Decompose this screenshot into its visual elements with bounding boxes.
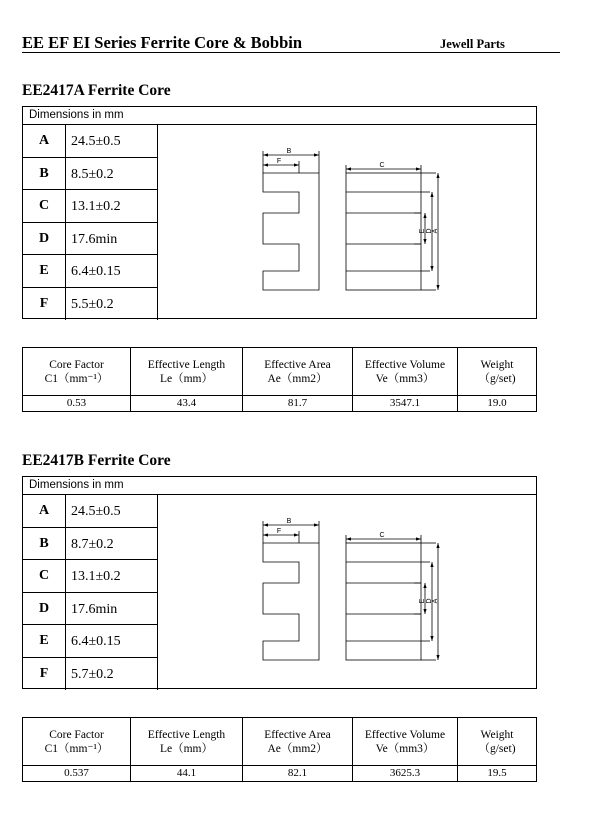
drawing-label-c: C — [379, 162, 385, 169]
drawing-label-a: A — [432, 598, 439, 604]
core-side-view — [346, 543, 421, 660]
prop-value-effective-area: 82.1 — [243, 766, 353, 781]
dimension-row — [23, 528, 158, 561]
drawing-label-b: B — [286, 148, 292, 155]
dimension-label: D — [23, 593, 66, 625]
dimensions-header: Dimensions in mm — [23, 107, 536, 125]
dimension-row — [23, 658, 158, 691]
section-title-ee2417b: EE2417B Ferrite Core — [22, 452, 171, 469]
dimension-label: D — [23, 223, 66, 255]
page-header — [22, 30, 560, 53]
dimension-label: B — [23, 528, 66, 560]
e-core-outline — [263, 173, 319, 290]
dimension-row — [23, 190, 158, 223]
prop-header-core-factor: Core Factor C1（mm⁻¹） — [23, 348, 131, 395]
drawing-label-f: F — [276, 158, 282, 165]
dimension-row — [23, 593, 158, 626]
drawing-label-e: E — [419, 228, 426, 234]
drawing-label-d: D — [426, 228, 433, 234]
prop-value-core-factor: 0.53 — [23, 396, 131, 411]
core-side-view — [346, 173, 421, 290]
dimension-value: 24.5±0.5 — [66, 495, 158, 527]
dimension-label: C — [23, 560, 66, 592]
prop-value-effective-volume: 3625.3 — [353, 766, 458, 781]
dimension-value: 5.5±0.2 — [66, 288, 158, 321]
drawing-label-d: D — [426, 598, 433, 604]
dimension-row — [23, 125, 158, 158]
prop-value-effective-length: 43.4 — [131, 396, 243, 411]
prop-header-effective-length: Effective Length Le（mm） — [131, 348, 243, 395]
prop-value-effective-area: 81.7 — [243, 396, 353, 411]
section-title-ee2417a: EE2417A Ferrite Core — [22, 82, 171, 99]
drawing-label-c: C — [379, 532, 385, 539]
dimension-row — [23, 255, 158, 288]
dimension-label: E — [23, 255, 66, 287]
dimension-label: F — [23, 658, 66, 691]
dimension-label: C — [23, 190, 66, 222]
dimension-row — [23, 158, 158, 191]
prop-header-effective-area: Effective Area Ae（mm2） — [243, 718, 353, 765]
dimension-row — [23, 495, 158, 528]
dimension-value: 6.4±0.15 — [66, 255, 158, 287]
drawing-label-e: E — [419, 598, 426, 604]
dimension-value: 13.1±0.2 — [66, 190, 158, 222]
dimension-row — [23, 288, 158, 321]
dimension-value: 13.1±0.2 — [66, 560, 158, 592]
core-drawing — [158, 125, 536, 319]
dimension-row — [23, 560, 158, 593]
dimension-value: 24.5±0.5 — [66, 125, 158, 157]
core-drawing — [158, 495, 536, 689]
properties-table-ee2417a — [22, 347, 537, 412]
prop-header-effective-volume: Effective Volume Ve（mm3） — [353, 718, 458, 765]
prop-value-core-factor: 0.537 — [23, 766, 131, 781]
dimension-value: 8.5±0.2 — [66, 158, 158, 190]
drawing-label-a: A — [432, 228, 439, 234]
e-core-outline — [263, 543, 319, 660]
prop-value-effective-volume: 3547.1 — [353, 396, 458, 411]
dimensions-table-ee2417b — [22, 476, 537, 689]
dimension-label: A — [23, 125, 66, 157]
prop-header-effective-length: Effective Length Le（mm） — [131, 718, 243, 765]
prop-value-effective-length: 44.1 — [131, 766, 243, 781]
dimension-row — [23, 625, 158, 658]
properties-table-ee2417b — [22, 717, 537, 782]
page-title: EE EF EI Series Ferrite Core & Bobbin — [22, 33, 303, 52]
prop-header-weight: Weight （g/set) — [478, 359, 516, 385]
drawing-label-f: F — [276, 528, 282, 535]
dimension-value: 17.6min — [66, 593, 158, 625]
dimension-label: F — [23, 288, 66, 321]
dimension-row — [23, 223, 158, 256]
dimension-label: B — [23, 158, 66, 190]
drawing-label-b: B — [286, 518, 292, 525]
dimension-label: E — [23, 625, 66, 657]
dimension-value: 17.6min — [66, 223, 158, 255]
dimension-label: A — [23, 495, 66, 527]
prop-header-core-factor: Core Factor C1（mm⁻¹） — [23, 718, 131, 765]
prop-value-weight: 19.5 — [487, 767, 507, 779]
dimension-value: 6.4±0.15 — [66, 625, 158, 657]
prop-header-effective-area: Effective Area Ae（mm2） — [243, 348, 353, 395]
dimensions-table-ee2417a — [22, 106, 537, 319]
prop-header-weight: Weight （g/set) — [478, 729, 516, 755]
dimensions-header: Dimensions in mm — [23, 477, 536, 495]
brand-name: Jewell Parts — [440, 37, 505, 51]
dimension-value: 5.7±0.2 — [66, 658, 158, 691]
prop-header-effective-volume: Effective Volume Ve（mm3） — [353, 348, 458, 395]
dimension-value: 8.7±0.2 — [66, 528, 158, 560]
prop-value-weight: 19.0 — [487, 397, 507, 409]
